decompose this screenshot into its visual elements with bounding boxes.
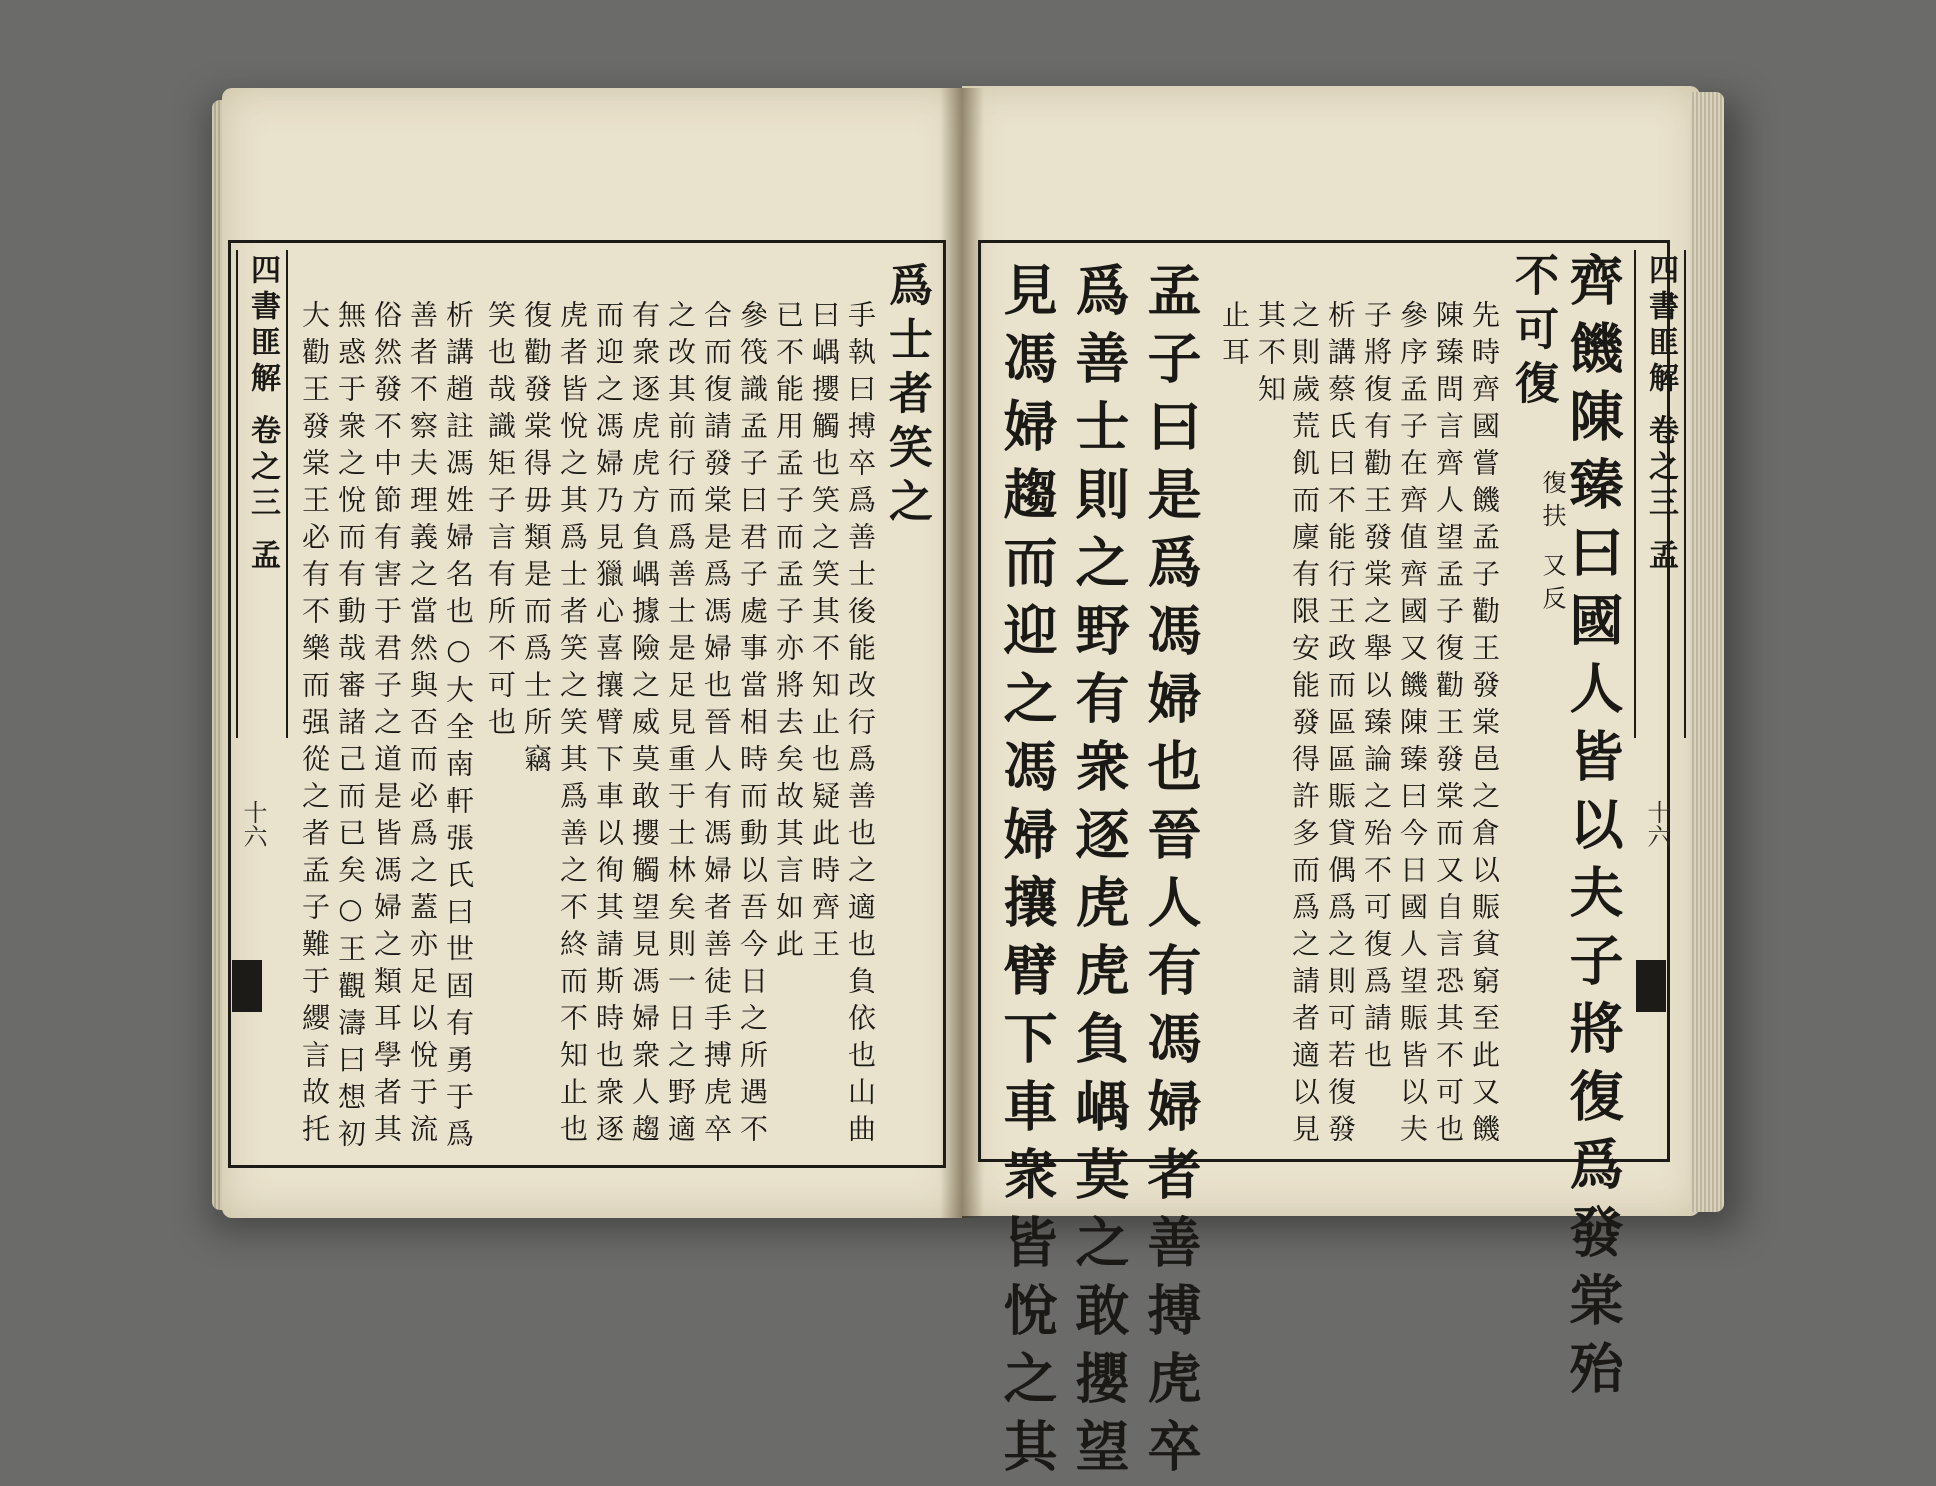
right-gloss-1: 先時齊國嘗饑孟子勸王發棠邑之倉以賑貧窮至此又饑 [1468, 300, 1501, 1151]
left-column-14: 俗然發不中節有害于君子之道是皆馮婦之類耳學者其 [370, 300, 403, 1151]
right-main-column-3: 見馮婦趨而迎之馮婦攘臂下車衆皆悅之其 [995, 262, 1059, 1486]
left-column-6: 之改其前行而爲善士是足見重于士林矣則一日之野適 [664, 300, 697, 1151]
left-column-10: 復勸發棠得毋類是而爲士所竊 [520, 300, 553, 781]
right-fold-mark [1636, 960, 1666, 1012]
left-column-4: 參筏識孟子曰君子處事當相時而動以吾今日之所遇不 [736, 300, 769, 1151]
book-gutter [940, 88, 984, 1218]
left-column-12: 析講趙註馮姓婦名也○大全南軒張氏曰世固有勇于爲 [442, 300, 475, 1156]
right-gloss-5: 析講蔡氏曰不能行王政而區區賑貸偶爲之則可若復發 [1324, 300, 1357, 1151]
left-column-13: 善者不察夫理義之當然與否而必爲之蓋亦足以悅于流 [406, 300, 439, 1151]
left-margin-title: 四書匪解 卷之三 孟 [236, 250, 288, 738]
left-column-5: 合而復請發棠是爲馮婦也晉人有馮婦者善徒手搏虎卒 [700, 300, 733, 1151]
right-gloss-7: 其不知 [1254, 300, 1287, 411]
left-fold-mark [232, 960, 262, 1012]
left-column-8: 而迎之馮婦乃見獵心喜攘臂下車以徇其請斯時也衆逐 [592, 300, 625, 1151]
right-main-column-1: 孟子曰是爲馮婦也晉人有馮婦者善搏虎卒 [1139, 262, 1203, 1486]
right-main-column-2: 爲善士則之野有衆逐虎虎負嵎莫之敢攖望 [1067, 262, 1131, 1486]
right-gloss-4: 子將復有勸王發棠之舉以臻論之殆不可復爲請也 [1360, 300, 1393, 1077]
right-page-edges [1690, 92, 1724, 1212]
right-gloss-0: 復扶 又反 [1538, 470, 1566, 619]
left-heading: 爲士者笑之 [881, 262, 932, 532]
right-gloss-8: 止耳 [1218, 300, 1251, 374]
right-gloss-6: 之則歲荒飢而廩有限安能發得許多而爲之請者適以見 [1288, 300, 1321, 1151]
right-gloss-2: 陳臻問言齊人望孟子復勸王發棠而又自言恐其不可也 [1432, 300, 1465, 1151]
right-heading-column-2: 不可復 [1507, 252, 1558, 414]
left-column-3: 已不能用孟子而孟子亦將去矣故其言如此 [772, 300, 805, 966]
left-column-1: 手執曰搏卒爲善士後能改行爲善也之適也負依也山曲 [844, 300, 877, 1151]
left-column-16: 大勸王發棠王必有不樂而强從之者孟子難于纓言故托 [298, 300, 331, 1151]
left-page-number: 十六 [239, 800, 267, 848]
left-column-2: 曰嵎攖觸也笑之笑其不知止也疑此時齊王 [808, 300, 841, 966]
right-heading-column-1: 齊饑陳臻曰國人皆以夫子將復爲發棠殆 [1561, 252, 1625, 1408]
left-column-15: 無惑于衆之悅而有動哉審諸己而已矣○王觀濤曰想初 [334, 300, 367, 1156]
right-margin-title: 四書匪解 卷之三 孟 [1634, 250, 1686, 738]
left-column-9: 虎者皆悅之其爲士者笑之笑其爲善之不終而不知止也 [556, 300, 589, 1151]
left-column-7: 有衆逐虎虎方負嵎據險之威莫敢攖觸望見馮婦衆人趨 [628, 300, 661, 1151]
right-gloss-3: 參序孟子在齊值齊國又饑陳臻曰今日國人望賑皆以夫 [1396, 300, 1429, 1151]
left-column-11: 笑也哉識矩子言有所不可也 [484, 300, 517, 744]
right-page-number: 十六 [1643, 800, 1671, 848]
